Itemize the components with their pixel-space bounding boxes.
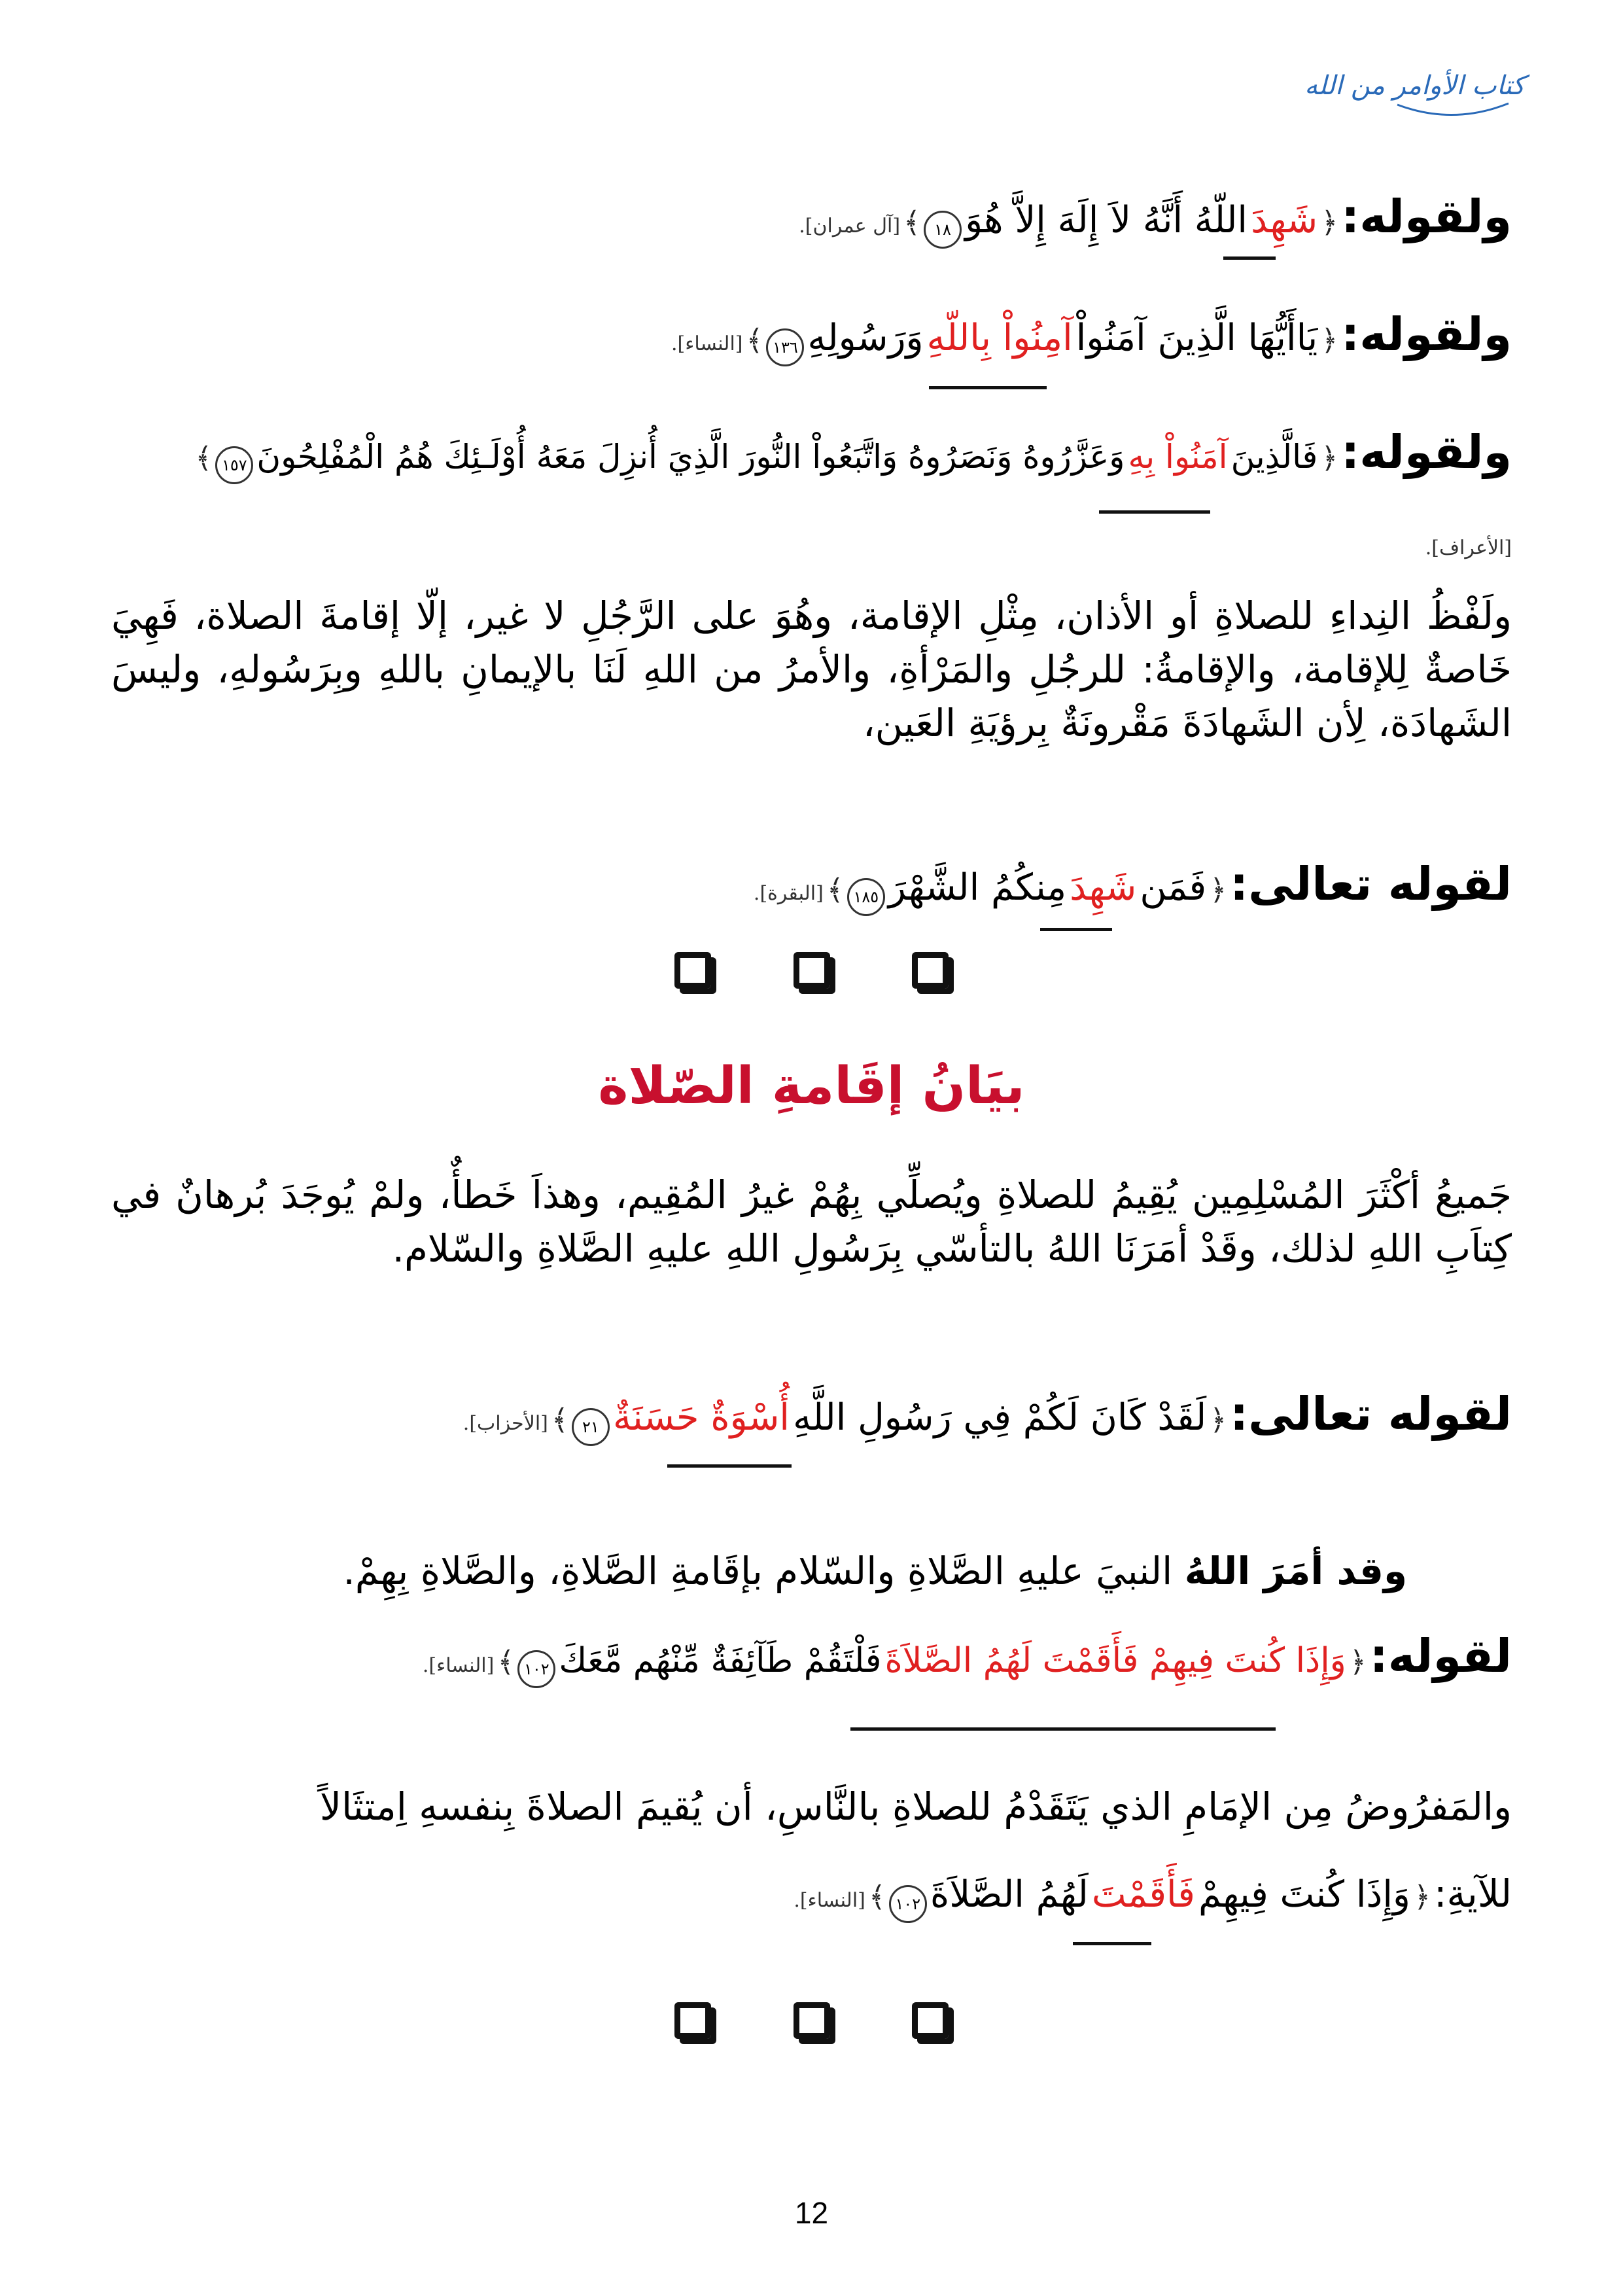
verse-highlight: آمِنُواْ بِاللّهِ — [926, 317, 1073, 359]
verse-highlight: أُسْوَةٌ حَسَنَةٌ — [612, 1396, 790, 1439]
verse-line-6 — [118, 1629, 1512, 1688]
verse-reference: [النساء]. — [794, 1889, 865, 1912]
verse-reference: [الأعراف]. — [1425, 537, 1512, 559]
verse-number-badge: ١٥٧ — [215, 446, 253, 484]
verse-number-badge: ١٠٢ — [889, 1885, 927, 1923]
verse-number-badge: ١٣٦ — [766, 328, 804, 366]
bracket-close-ornament: ﴾ — [195, 442, 213, 475]
verse-number-badge: ١٨ — [924, 211, 962, 249]
section-title: بيَانُ إقَامةِ الصّلاة — [598, 1057, 1025, 1116]
verse-text: وَعَزَّرُوهُ وَنَصَرُوهُ وَاتَّبَعُواْ النُّورَ الَّذِيَ أُنزِلَ مَعَهُ أُوْلَـئِكَ هُمُ الْمُفْلِحُونَ — [256, 438, 1125, 476]
verse-text: مِنكُمُ الشَّهْرَ — [888, 866, 1067, 909]
verse-underline — [929, 386, 1047, 389]
verse-underline — [850, 1727, 1276, 1731]
verse-text: فَمَن — [1140, 866, 1207, 909]
verse-underline — [1223, 256, 1276, 260]
verse-text: فَلْتَقُمْ طَآئِفَةٌ مِّنْهُم مَّعَكَ — [559, 1641, 882, 1680]
verse-text: اللّهُ أَنَّهُ لاَ إِلَهَ إِلاَّ هُوَ — [965, 199, 1248, 241]
verse-text: لَقَدْ كَانَ لَكُمْ فِي رَسُولِ اللَّهِ — [793, 1396, 1207, 1439]
verse-reference: [آل عمران]. — [799, 215, 901, 238]
square-ornament-icon — [912, 952, 949, 989]
page-number: 12 — [794, 2196, 829, 2230]
verse-number-badge: ١٠٢ — [517, 1650, 555, 1688]
paragraph-command — [111, 1544, 1407, 1598]
bracket-close-ornament: ﴾ — [903, 206, 920, 239]
header-swoosh-ornament — [1394, 99, 1512, 119]
bracket-open-ornament: ﴿ — [1210, 1404, 1227, 1437]
square-ornament-icon — [674, 952, 711, 989]
bracket-close-ornament: ﴾ — [746, 324, 763, 357]
bracket-open-ornament: ﴿ — [1321, 442, 1338, 475]
square-ornament-icon — [794, 2002, 830, 2039]
bracket-close-ornament: ﴾ — [551, 1404, 568, 1437]
verse-lead: للآيةِ: — [1433, 1871, 1512, 1916]
verse-line-4 — [118, 857, 1512, 916]
verse-line-2 — [118, 308, 1512, 366]
header-title: كتاب الأوامر من الله — [1304, 71, 1525, 101]
square-ornament-icon — [912, 2002, 949, 2039]
verse-highlight: وَإِذَا كُنتَ فِيهِمْ فَأَقَمْتَ لَهُمُ الصَّلاَةَ — [884, 1641, 1346, 1680]
bracket-close-ornament: ﴾ — [826, 874, 844, 907]
verse-underline — [1040, 928, 1112, 931]
bracket-close-ornament: ﴾ — [868, 1881, 886, 1914]
verse-highlight: فَأَقَمْتَ — [1091, 1873, 1195, 1916]
verse-number-badge: ١٨٥ — [847, 878, 885, 916]
verse-underline — [1073, 1942, 1151, 1945]
verse-text: يَاأَيُّهَا الَّذِينَ آمَنُواْ — [1075, 317, 1318, 359]
section-divider — [0, 952, 1623, 991]
paragraph-iqama: جَميعُ أكْثَرَ المُسْلِمِين يُقِيمُ للصلاةِ ويُصلِّي بِهُمْ غيرُ المُقِيم، وهذاَ خَطأٌ، ولمْ يُوجَدَ بُرهانٌ في كِتاَبِ اللهِ لذلك، وقَدْ أمَرَنَا اللهُ بالتأسّي بِرَسُولِ اللهِ عليهِ الصَّلاةِ والسّلام. — [111, 1173, 1512, 1271]
paragraph-adhan: ولَفْظُ النِداءِ للصلاةِ أو الأذان، مِثْلِ الإقامة، وهُوَ على الرَّجُلِ لا غير، إلّا إقامةَ الصلاة، فَهِيَ خَاصةٌ لِلإقامة، والإقامةُ: للرجُلِ والمَرْأةِ، والأمرُ من اللهِ لَنَا بالإيمانِ باللهِ وبِرَسُولهِ، وليسَ الشَهادَة، لِأن الشَهادَةَ مَقْرونَةٌ بِرؤيَةِ العَين، — [111, 593, 1512, 745]
paragraph-bold-phrase: وقد أمَرَ اللهُ — [1184, 1549, 1407, 1593]
verse-text: فَالَّذِينَ — [1230, 438, 1318, 476]
verse-highlight: آمَنُواْ بِهِ — [1128, 438, 1228, 476]
bracket-open-ornament: ﴿ — [1414, 1881, 1431, 1914]
verse-line-5 — [118, 1387, 1512, 1446]
verse-text: وَإِذَا كُنتَ فِيهِمْ — [1198, 1873, 1410, 1916]
bracket-open-ornament: ﴿ — [1321, 324, 1338, 357]
verse-line-3 — [111, 425, 1512, 484]
square-ornament-icon — [794, 952, 830, 989]
verse-lead: ولقوله: — [1341, 425, 1512, 479]
verse-lead: لقوله تعالى: — [1230, 1387, 1512, 1441]
verse-line-7 — [118, 1871, 1512, 1923]
bracket-close-ornament: ﴾ — [497, 1646, 515, 1679]
paragraph-imam: والمَفرُوضُ مِن الإمَامِ الذي يَتَقَدْمُ للصلاةِ بالنَّاسِ، أن يُقيمَ الصلاةَ بِنفسهِ اِمتثَالاً — [319, 1784, 1512, 1829]
verse-reference: [البقرة]. — [753, 882, 824, 905]
verse-lead: لقوله تعالى: — [1230, 857, 1512, 911]
verse-highlight: شَهِدَ — [1251, 199, 1318, 241]
verse-underline — [1099, 510, 1210, 514]
verse-underline — [667, 1464, 792, 1468]
bracket-open-ornament: ﴿ — [1210, 874, 1227, 907]
verse-reference: [الأحزاب]. — [462, 1412, 548, 1435]
bracket-open-ornament: ﴿ — [1349, 1646, 1367, 1679]
verse-lead: ولقوله: — [1341, 308, 1512, 361]
square-ornament-icon — [674, 2002, 711, 2039]
bracket-open-ornament: ﴿ — [1321, 206, 1338, 239]
section-divider — [0, 2002, 1623, 2041]
verse-number-badge: ٢١ — [572, 1408, 610, 1446]
paragraph-text: النبيَ عليهِ الصَّلاةِ والسّلام بإقَامةِ الصَّلاةِ، والصَّلاةِ بِهِمْ. — [343, 1549, 1173, 1593]
verse-highlight: شَهِدَ — [1070, 866, 1137, 909]
verse-lead: ولقوله: — [1341, 190, 1512, 243]
verse-reference: [النساء]. — [422, 1654, 495, 1677]
verse-reference-line-3 — [118, 537, 1512, 559]
verse-lead: لقوله: — [1369, 1629, 1512, 1683]
verse-reference: [النساء]. — [671, 332, 743, 355]
verse-line-1 — [118, 190, 1512, 249]
verse-text: وَرَسُولِهِ — [807, 317, 924, 359]
verse-text: لَهُمُ الصَّلاَةَ — [930, 1873, 1089, 1916]
